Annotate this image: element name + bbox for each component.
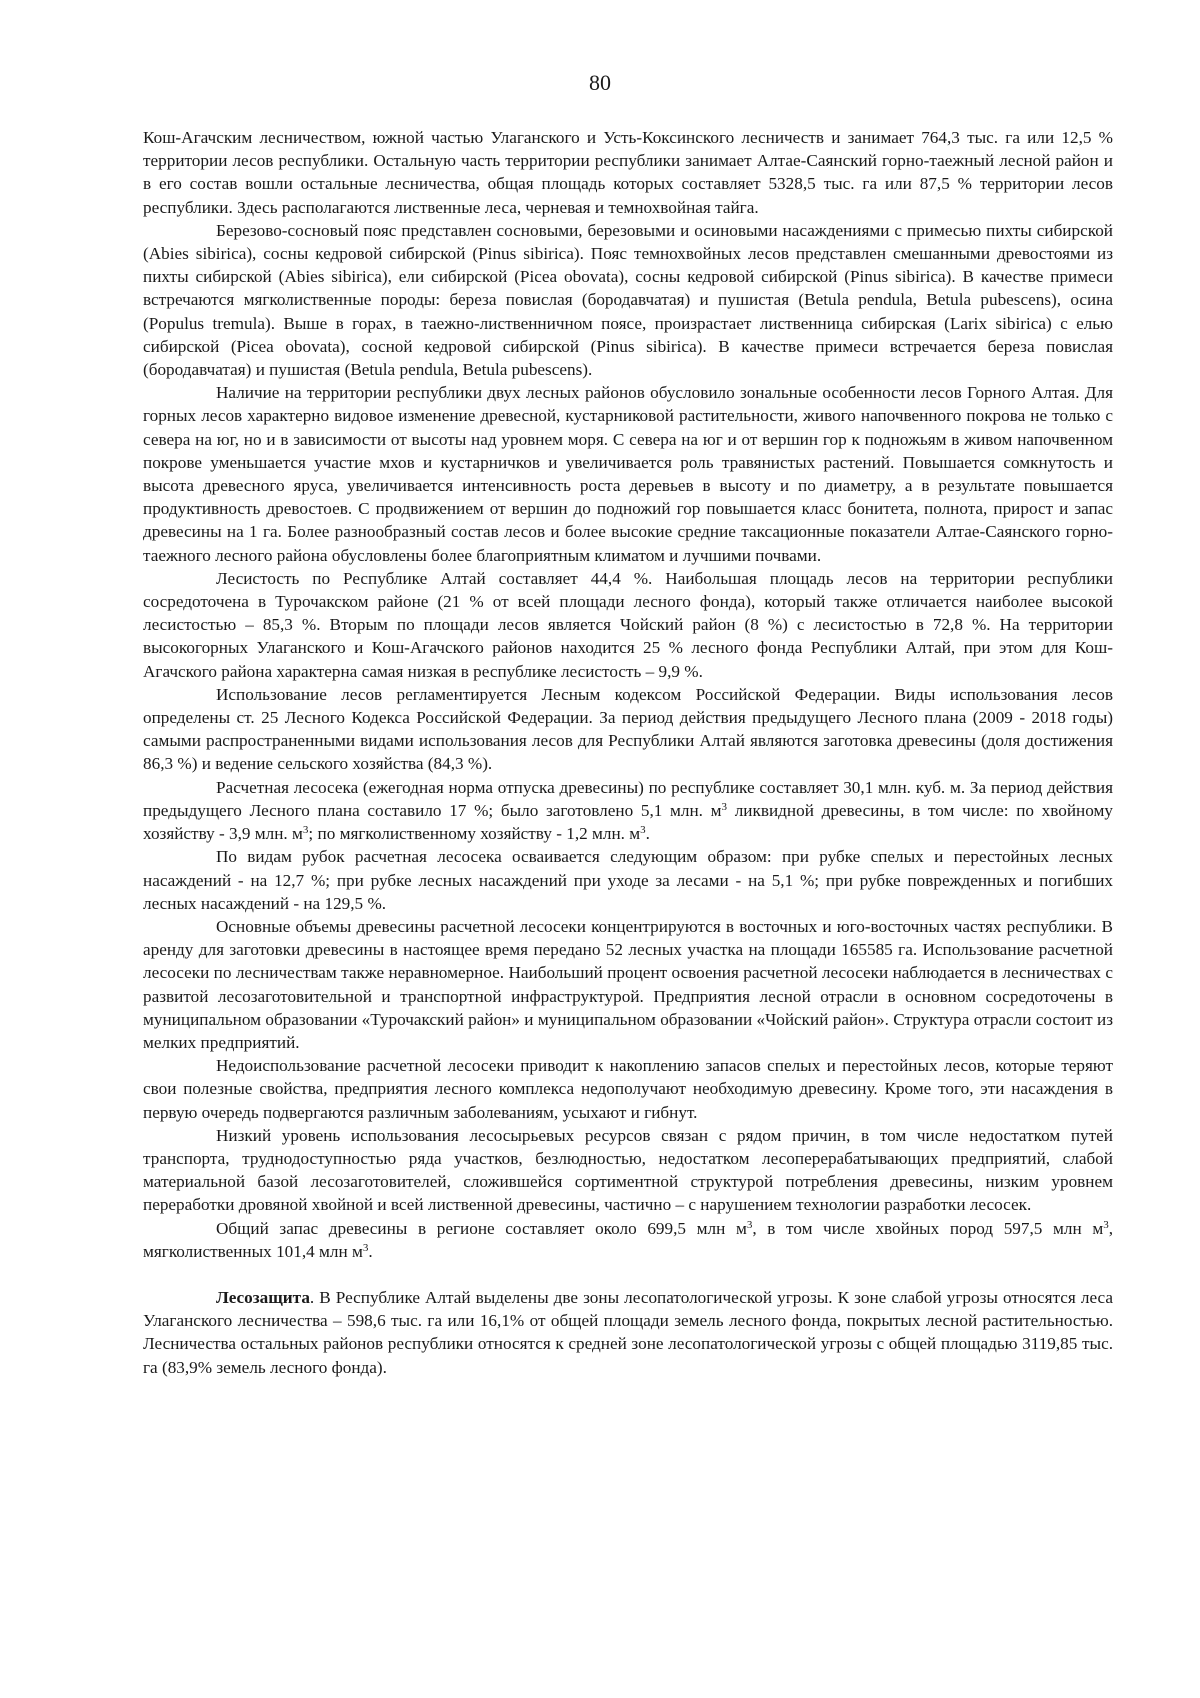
paragraph-harvest-volumes: Основные объемы древесины расчетной лесосеки концентрируются в восточных и юго-восточных частях республики. В аренду для заготовки древесины в настоящее время передано 52 лесных участка на площади 165585 га. Использование расчетной лесосеки по лесничествам также неравномерное. Наибольший процент освоения расчетной лесосеки наблюдается в лесничествах с развитой лесозаготовительной и транспортной инфраструктурой. Предприятия лесной отрасли в основном сосредоточены в муниципальном образовании «Турочакский район» и муниципальном образовании «Чойский район». Структура отрасли состоит из мелких предприятий. — [143, 916, 1113, 1052]
paragraph-forest-cover: Лесистость по Республике Алтай составляет 44,4 %. Наибольшая площадь лесов на территории республики сосредоточена в Турочакском районе (21 % от всей площади лесного фонда), который также отличается наиболее высокой лесистостью – 85,3 %. Вторым по площади лесов является Чойский район (8 %) с лесистостью в 72,8 %. На территории высокогорных Улаганского и Кош-Агачского районов находится 25 % лесного фонда Республики Алтай, при этом для Кош-Агачского района характерна самая низкая в республике лесистость – 9,9 %. — [143, 568, 1113, 681]
allowable-cut-text-4: . — [645, 824, 650, 844]
stock-text-2: , в том числе хвойных пород 597,5 млн м — [752, 1218, 1104, 1238]
stock-text-3: , мягколиственных 101,4 млн м — [143, 1218, 1113, 1261]
paragraph-timber-stock — [143, 1217, 1113, 1263]
paragraph-allowable-cut — [143, 776, 1113, 846]
paragraph-forest-protection — [143, 1286, 1113, 1379]
cubic-exponent: 3 — [302, 824, 309, 837]
document-body — [143, 126, 1113, 1379]
paragraph-felling-types: По видам рубок расчетная лесосека осваивается следующим образом: при рубке спелых и перестойных лесных насаждений - на 12,7 %; при рубке лесных насаждений при уходе за лесами - на 5,1 %; при рубке поврежденных и погибших лесных насаждений - на 129,5 %. — [143, 847, 1113, 913]
cubic-exponent: 3 — [1103, 1218, 1109, 1231]
forest-protection-text: . В Республике Алтай выделены две зоны лесопатологической угрозы. К зоне слабой угрозы относятся леса Улаганского лесничества – 598,6 тыс. га или 16,1% от общей площади земель лесного фонда, покрытых лесной растительностью. Лесничества остальных районов республики относятся к средней зоне лесопатологической угрозы с общей площадью 3119,85 тыс. га (83,9% земель лесного фонда). — [143, 1287, 1113, 1377]
cubic-exponent: 3 — [362, 1241, 369, 1254]
paragraph-forest-districts: Кош-Агачским лесничеством, южной частью Улаганского и Усть-Коксинского лесничеств и занимает 764,3 тыс. га или 12,5 % территории лесов республики. Остальную часть территории республики занимает Алтае-Саянский горно-таежный лесной район и в его состав вошли остальные лесничества, общая площадь которых составляет 5328,5 тыс. га или 87,5 % территории лесов республики. Здесь располагаются лиственные леса, черневая и темнохвойная тайга. — [143, 128, 1113, 217]
paragraph-forest-belts: Березово-сосновый пояс представлен сосновыми, березовыми и осиновыми насаждениями с примесью пихты сибирской (Abies sibirica), сосны кедровой сибирской (Pinus sibirica). Пояс темнохвойных лесов представлен смешанными древостоями из пихты сибирской (Abies sibirica), ели сибирской (Picea obovata), сосны кедровой сибирской (Pinus sibirica). В качестве примеси встречаются мягколиственные породы: береза повислая (бородавчатая) и пушистая (Betula pendula, Betula pubescens), осина (Populus tremula). Выше в горах, в таежно-лиственничном поясе, произрастает лиственница сибирская (Larix sibirica) с елью сибирской (Picea obovata), сосной кедровой сибирской (Pinus sibirica). В качестве примеси встречается береза повислая (бородавчатая) и пушистая (Betula pendula, Betula pubescens). — [143, 220, 1113, 380]
allowable-cut-text-2: ликвидной древесины, в том числе: по хвойному хозяйству - 3,9 млн. м — [143, 800, 1113, 844]
paragraph-zonal-features: Наличие на территории республики двух лесных районов обусловило зональные особенности лесов Горного Алтая. Для горных лесов характерно видовое изменение древесной, кустарниковой растительности, живого напочвенного покрова не только с севера на юг, но и в зависимости от высоты над уровнем моря. С севера на юг и от вершин гор к подножьям в живом напочвенном покрове уменьшается участие мхов и кустарничков и увеличивается роль травянистых растений. Повышается сомкнутость и высота древесного яруса, увеличивается интенсивность роста деревьев в высоту и по диаметру, а в результате повышается продуктивность древостоев. С продвижением от вершин до подножий гор повышается класс бонитета, полнота, прирост и запас древесины на 1 га. Более разнообразный состав лесов и более высокие средние таксационные показатели Алтае-Саянского горно-таежного лесного района обусловлены более благоприятным климатом и лучшими почвами. — [143, 383, 1113, 565]
page-number: 80 — [589, 70, 611, 95]
stock-text-4: . — [368, 1241, 373, 1261]
cubic-exponent: 3 — [640, 824, 646, 837]
cubic-exponent: 3 — [746, 1218, 753, 1231]
paragraph-low-usage-reasons: Низкий уровень использования лесосырьевых ресурсов связан с рядом причин, в том числе недостатком путей транспорта, труднодоступностью ряда участков, безлюдностью, недостатком лесоперерабатывающих предприятий, слабой материальной базой лесозаготовителей, сложившейся сортиментной структурой потребления древесины, низким уровнем переработки дровяной хвойной и всей лиственной древесины, частично – с нарушением технологии разработки лесосек. — [143, 1125, 1113, 1215]
paragraph-underuse: Недоиспользование расчетной лесосеки приводит к накоплению запасов спелых и перестойных лесов, которые теряют свои полезные свойства, предприятия лесного комплекса недополучают необходимую древесину. Кроме того, эти насаждения в первую очередь подвергаются различным заболеваниям, усыхают и гибнут. — [143, 1056, 1113, 1122]
allowable-cut-text-3: ; по мягколиственному хозяйству - 1,2 млн. м — [308, 824, 641, 844]
cubic-exponent: 3 — [721, 800, 728, 813]
allowable-cut-text-1: Расчетная лесосека (ежегодная норма отпуска древесины) по республике составляет 30,1 млн. куб. м. За период действия предыдущего Лесного плана составило 17 %; было заготовлено 5,1 млн. м — [143, 777, 1113, 820]
paragraph-forest-use: Использование лесов регламентируется Лесным кодексом Российской Федерации. Виды использования лесов определены ст. 25 Лесного Кодекса Российской Федерации. За период действия предыдущего Лесного плана (2009 - 2018 годы) самыми распространенными видами использования лесов для Республики Алтай являются заготовка древесины (доля достижения 86,3 %) и ведение сельского хозяйства (84,3 %). — [143, 684, 1113, 774]
stock-text-1: Общий запас древесины в регионе составляет около 699,5 млн м — [216, 1218, 747, 1238]
forest-protection-heading: Лесозащита — [216, 1287, 310, 1307]
